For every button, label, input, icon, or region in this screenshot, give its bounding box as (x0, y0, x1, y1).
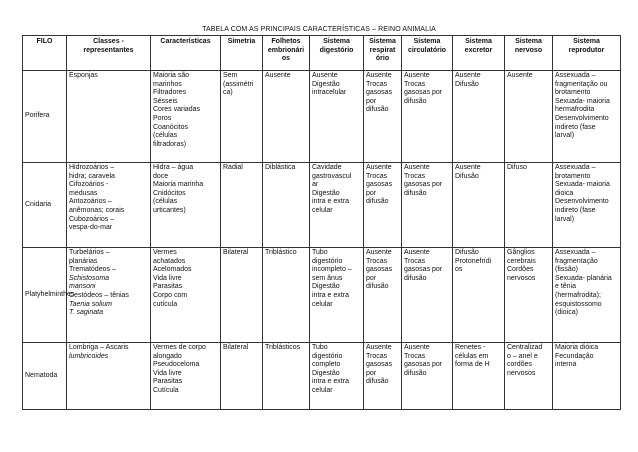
header-filo: FILO (23, 36, 67, 71)
cell-digestorio: Tubo digestório incompleto – sem ânus Digestão intra e extra celular (310, 248, 364, 343)
cell-respiratorio: Ausente Trocas gasosas por difusão (364, 163, 402, 248)
cell-folhetos: Triblásticos (263, 343, 310, 410)
cell-respiratorio: Ausente Trocas gasosas por difusão (364, 71, 402, 163)
cell-reprodutor: Maioria dióica Fecundação interna (553, 343, 621, 410)
cell-excretor: Ausente Difusão (453, 163, 505, 248)
cell-digestorio: Tubo digestório completo Digestão intra e extra celular (310, 343, 364, 410)
animalia-table (22, 35, 621, 410)
cell-folhetos: Ausente (263, 71, 310, 163)
cell-classes: Lombriga – Ascaris lumbricoides (67, 343, 151, 410)
cell-folhetos: Triblástico (263, 248, 310, 343)
page-title: TABELA COM AS PRINCIPAIS CARACTERÍSTICAS – REINO ANIMALIA (202, 26, 436, 33)
cell-circulatorio: Ausente Trocas gasosas por difusão (402, 71, 453, 163)
cell-circulatorio: Ausente Trocas gasosas por difusão (402, 343, 453, 410)
cell-excretor: Renetes - células em forma de H (453, 343, 505, 410)
cell-nervoso: Difuso (505, 163, 553, 248)
header-row (23, 36, 621, 71)
cell-simetria: Sem (assimétri ca) (221, 71, 263, 163)
cell-reprodutor: Assexuada – brotamento Sexuada- maioria dioica Desenvolvimento indireto (fase larval) (553, 163, 621, 248)
cell-folhetos: Diblástica (263, 163, 310, 248)
cell-caracteristicas: Vermes achatados Acelomados Vida livre Parasitas Corpo com cutícula (151, 248, 221, 343)
cell-reprodutor: Assexuada – fragmentação (fissão) Sexuada- planária e tênia (hermafrodita); esquistossomo (dioica) (553, 248, 621, 343)
header-simetria: Simetria (221, 36, 263, 71)
cell-filo: Porifera (23, 71, 67, 163)
cell-classes: Hidrozoários – hidra; caravela Cifozoários - medusas Antozoários – anêmonas; corais Cubozoários – vespa-do-mar (67, 163, 151, 248)
cell-caracteristicas: Vermes de corpo alongado Pseudoceloma Vida livre Parasitas Cutícula (151, 343, 221, 410)
cell-reprodutor: Assexuada – fragmentação ou brotamento Sexuada- maioria hermafrodita Desenvolvimento indireto (fase larval) (553, 71, 621, 163)
header-circulatorio: Sistema circulatório (402, 36, 453, 71)
cell-excretor: Difusão Protonefrídi os (453, 248, 505, 343)
cell-digestorio: Ausente Digestão intracelular (310, 71, 364, 163)
cell-excretor: Ausente Difusão (453, 71, 505, 163)
table-row-porifera (23, 71, 621, 163)
header-caracteristicas: Características (151, 36, 221, 71)
header-folhetos: Folhetos embrionári os (263, 36, 310, 71)
table-row-platyhelminthes (23, 248, 621, 343)
cell-respiratorio: Ausente Trocas gasosas por difusão (364, 343, 402, 410)
table-row-cnidaria (23, 163, 621, 248)
header-reprodutor: Sistema reprodutor (553, 36, 621, 71)
cell-simetria: Bilateral (221, 248, 263, 343)
cell-digestorio: Cavidade gastrovascul ar Digestão intra e extra celular (310, 163, 364, 248)
cell-filo: Platyhelminthes (23, 248, 67, 343)
cell-caracteristicas: Hidra – água doce Maioria marinha Cnidócitos (células urticantes) (151, 163, 221, 248)
header-nervoso: Sistema nervoso (505, 36, 553, 71)
header-respiratorio: Sistema respirat ório (364, 36, 402, 71)
cell-classes: Turbelários – planárias Trematódeos – Schistosoma mansoni Cestódeos – tênias Taenia solium T. saginata (67, 248, 151, 343)
cell-nervoso: Centralizad o – anel e cordões nervosos (505, 343, 553, 410)
cell-circulatorio: Ausente Trocas gasosas por difusão (402, 248, 453, 343)
cell-nervoso: Gânglios cerebrais Cordões nervosos (505, 248, 553, 343)
cell-filo: Cnidaria (23, 163, 67, 248)
cell-nervoso: Ausente (505, 71, 553, 163)
cell-simetria: Radial (221, 163, 263, 248)
cell-classes: Esponjas (67, 71, 151, 163)
header-classes: Classes - representantes (67, 36, 151, 71)
cell-simetria: Bilateral (221, 343, 263, 410)
cell-respiratorio: Ausente Trocas gasosas por difusão (364, 248, 402, 343)
cell-circulatorio: Ausente Trocas gasosas por difusão (402, 163, 453, 248)
table-row-nematoda (23, 343, 621, 410)
header-excretor: Sistema excretor (453, 36, 505, 71)
header-digestorio: Sistema digestório (310, 36, 364, 71)
cell-filo: Nematoda (23, 343, 67, 410)
cell-caracteristicas: Maioria são marinhos Filtradores Sésseis Cores variadas Poros Coanócitos (células filtradoras) (151, 71, 221, 163)
